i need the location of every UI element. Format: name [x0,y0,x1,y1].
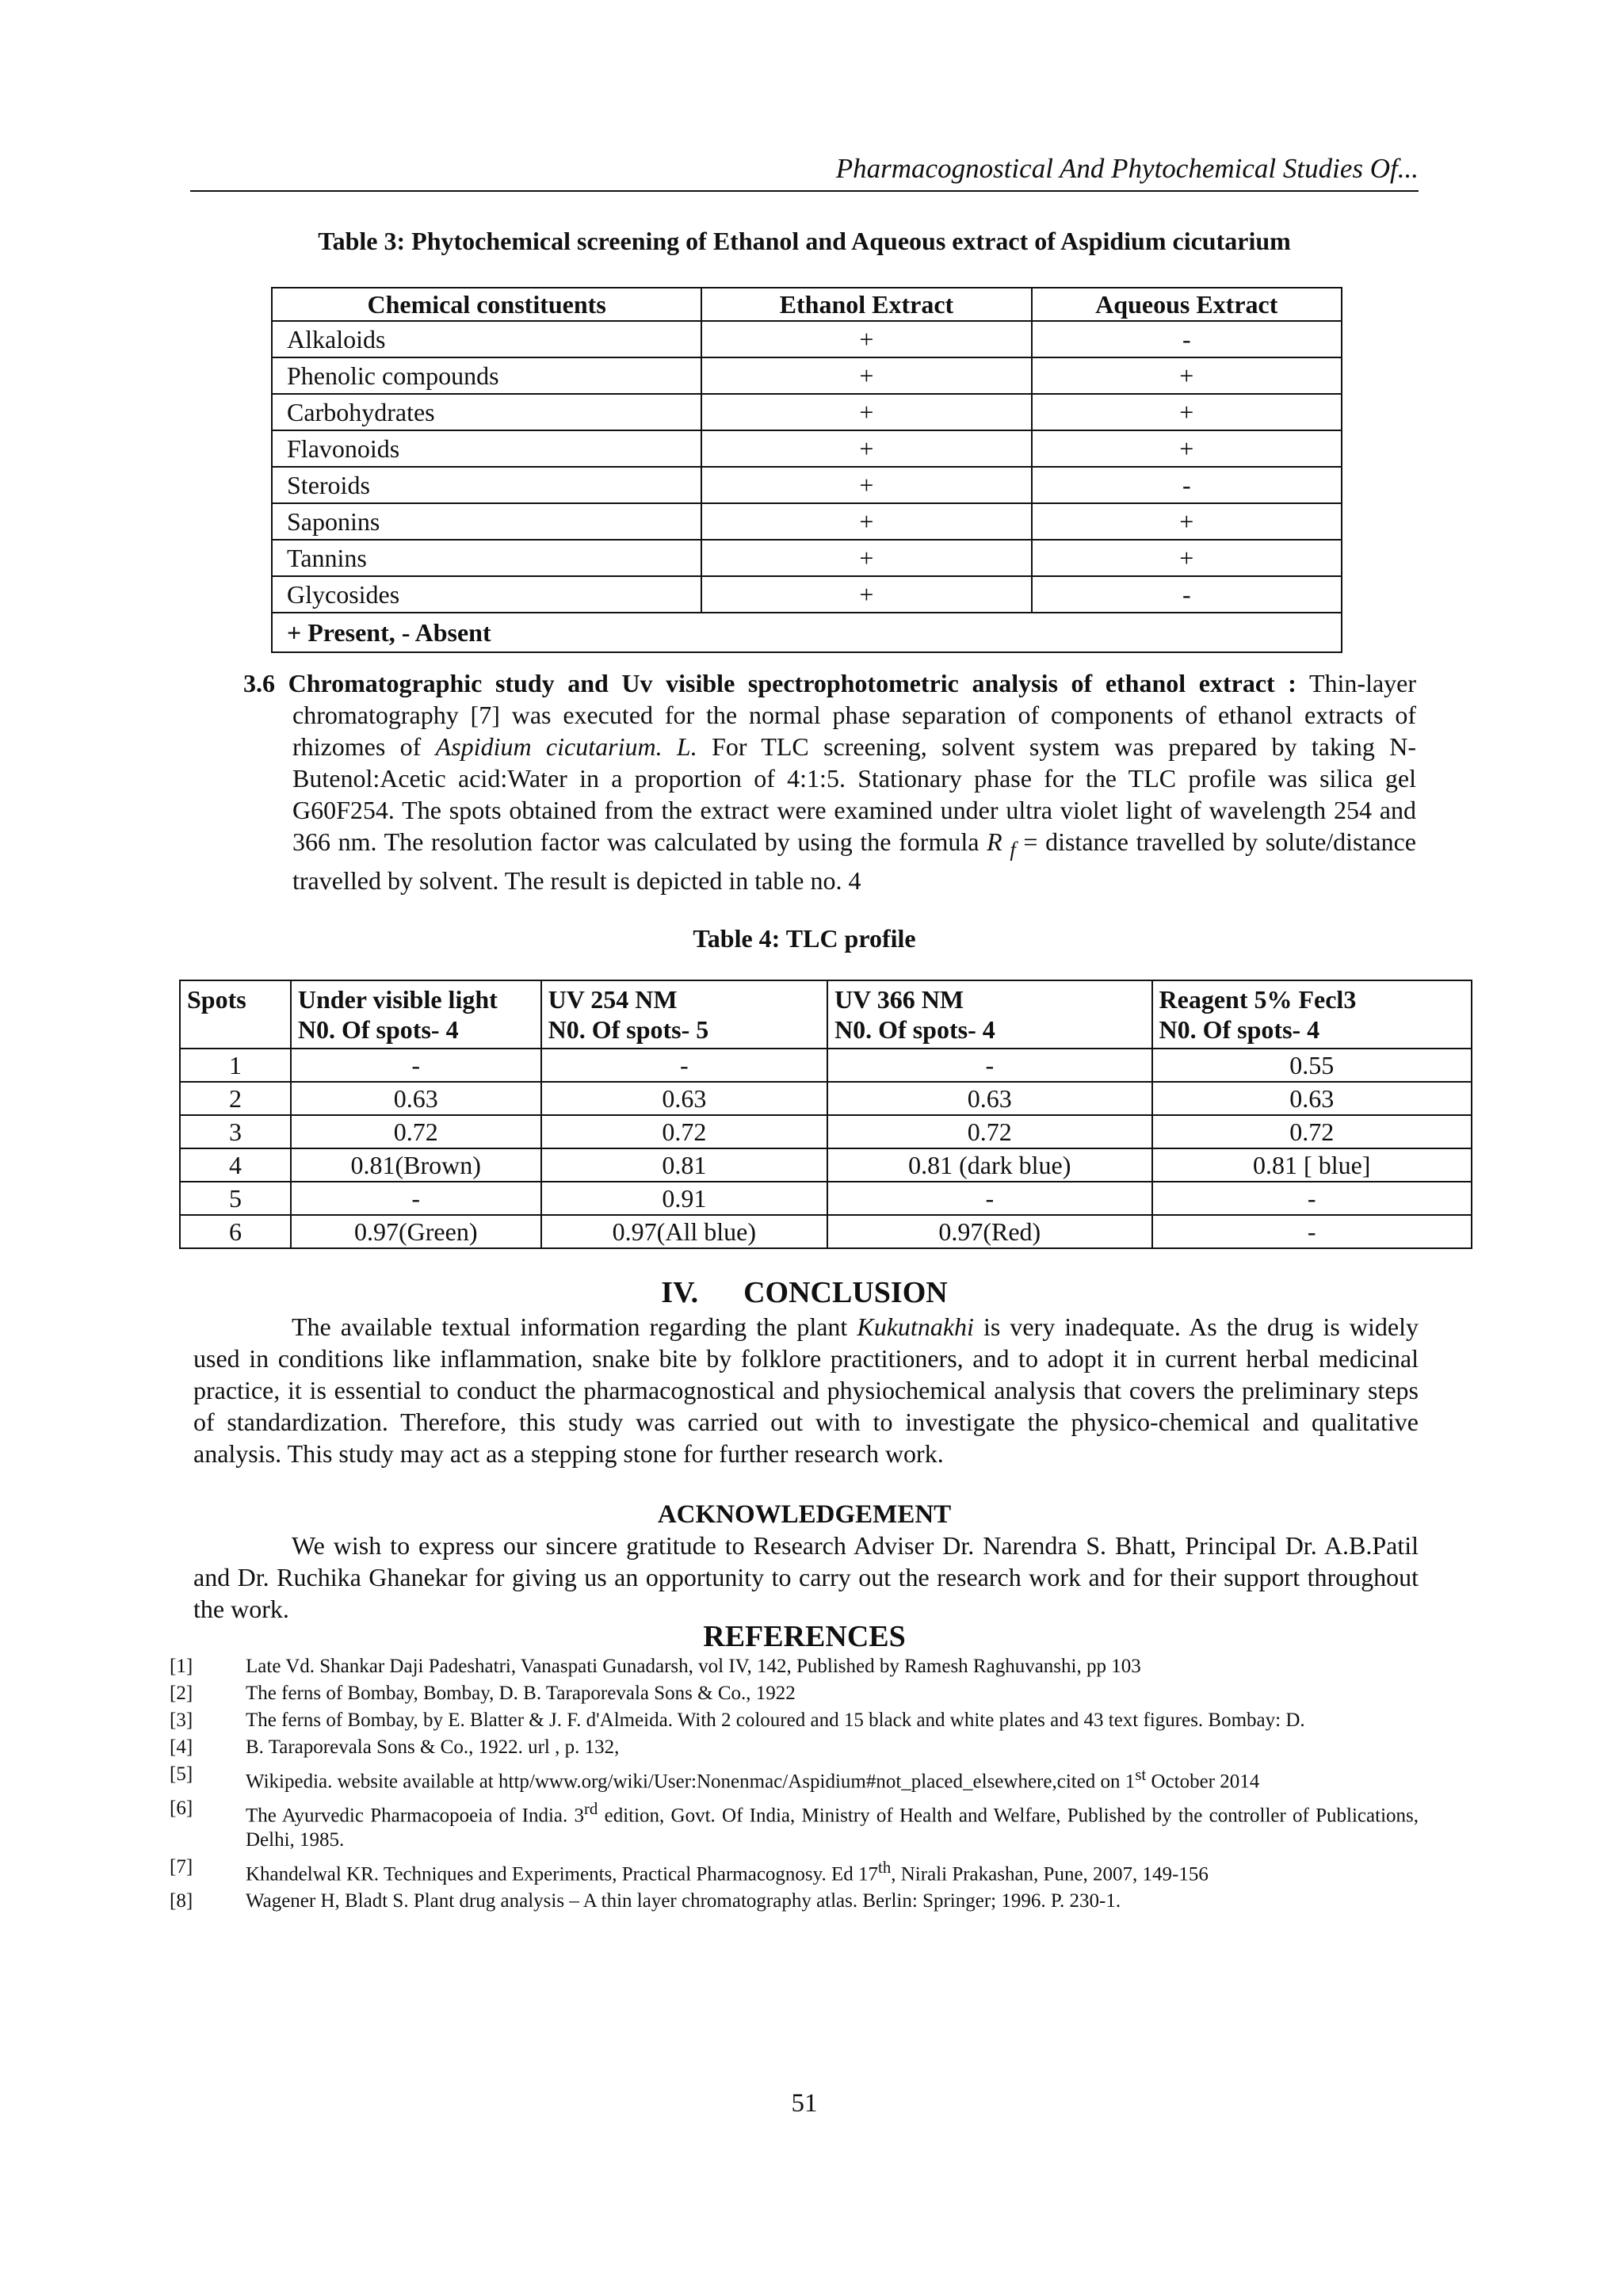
visible-light-cell: 0.81(Brown) [291,1148,541,1182]
ethanol-cell: + [701,576,1031,613]
spot-cell: 4 [180,1148,291,1182]
spot-cell: 6 [180,1215,291,1248]
reference-number: [6] [170,1797,193,1820]
aqueous-cell: + [1032,540,1342,576]
reference-text: Late Vd. Shankar Daji Padeshatri, Vanaspati Gunadarsh, vol IV, 142, Published by Ramesh Raghuvanshi, pp 103 [246,1656,1141,1677]
column-header: UV 254 NM N0. Of spots- 5 [541,980,827,1049]
table-row [272,430,1342,467]
uv254-cell: 0.91 [541,1182,827,1215]
reagent-cell: - [1152,1182,1472,1215]
phytochemical-table [271,287,1342,653]
table-row [180,1215,1472,1248]
table-row [272,394,1342,430]
uv366-cell: 0.97(Red) [827,1215,1151,1248]
ethanol-cell: + [701,503,1031,540]
reagent-cell: 0.81 [ blue] [1152,1148,1472,1182]
column-header: UV 366 NM N0. Of spots- 4 [827,980,1151,1049]
visible-light-cell: 0.97(Green) [291,1215,541,1248]
list-item [170,1889,1419,1913]
uv254-cell: - [541,1049,827,1082]
section-3-6 [243,667,1416,896]
reference-number: [2] [170,1683,193,1704]
uv366-cell: 0.72 [827,1115,1151,1148]
aqueous-cell: + [1032,430,1342,467]
ethanol-cell: + [701,321,1031,357]
aqueous-cell: + [1032,503,1342,540]
aqueous-cell: - [1032,576,1342,613]
table-header-row [272,288,1342,321]
acknowledgement-paragraph: We wish to express our sincere gratitude to Research Adviser Dr. Narendra S. Bhatt, Principal Dr. A.B.Patil and Dr. Ruchika Ghanekar for giving us an opportunity to carry out the research work and for their support throughout the work. [193,1531,1419,1623]
uv254-cell: 0.97(All blue) [541,1215,827,1248]
uv366-cell: 0.81 (dark blue) [827,1148,1151,1182]
reagent-cell: 0.63 [1152,1082,1472,1115]
table-row [272,503,1342,540]
reference-number: [1] [170,1656,193,1677]
reference-text: Wikipedia. website available at http/www.org/wiki/User:Nonenmac/Aspidium#not_placed_elsewhere,cited on 1st October 2014 [246,1765,1260,1793]
table-row [272,467,1342,503]
section-text: Thin-layer chromatography [7] was executed for the normal phase separation of components of ethanol extracts of rhizomes of [292,669,1417,761]
spot-cell: 2 [180,1082,291,1115]
column-header: Chemical constituents [272,288,701,321]
table3-caption: Table 3: Phytochemical screening of Ethanol and Aqueous extract of Aspidium cicutarium [318,227,1291,255]
column-header: Under visible light N0. Of spots- 4 [291,980,541,1049]
table4-caption: Table 4: TLC profile [693,924,916,953]
uv366-cell: - [827,1182,1151,1215]
uv366-cell: - [827,1049,1151,1082]
aqueous-cell: - [1032,321,1342,357]
reference-text: B. Taraporevala Sons & Co., 1922. url , p. 132, [246,1736,620,1758]
reference-number: [7] [170,1855,193,1878]
constituent-cell: Tannins [272,540,701,576]
reference-text: The Ayurvedic Pharmacopoeia of India. 3rd edition, Govt. Of India, Ministry of Health and Welfare, Published by the controller of Publications, Delhi, 1985. [246,1799,1419,1851]
tlc-profile-table [179,980,1472,1249]
reference-number: [5] [170,1763,193,1785]
ethanol-cell: + [701,357,1031,394]
list-item [170,1682,1419,1706]
constituent-cell: Glycosides [272,576,701,613]
reference-number: [4] [170,1736,193,1758]
table-row [180,1115,1472,1148]
species-name: Aspidium cicutarium. L. [435,732,697,761]
column-header: Ethanol Extract [701,288,1031,321]
uv254-cell: 0.81 [541,1148,827,1182]
running-title: Pharmacognostical And Phytochemical Studies Of... [835,153,1419,184]
formula-symbol: R [987,827,1002,856]
reagent-cell: - [1152,1215,1472,1248]
table-row [272,357,1342,394]
aqueous-cell: - [1032,467,1342,503]
list-item [170,1797,1419,1851]
column-header: Spots [180,980,291,1049]
references-title: REFERENCES [703,1620,906,1653]
list-item [170,1709,1419,1733]
visible-light-cell: - [291,1049,541,1082]
constituent-cell: Steroids [272,467,701,503]
acknowledgement-title: ACKNOWLEDGEMENT [657,1500,952,1529]
table-row [180,1049,1472,1082]
section-number: 3.6 [243,669,275,697]
column-header: Reagent 5% Fecl3 N0. Of spots- 4 [1152,980,1472,1049]
table-row [180,1148,1472,1182]
spot-cell: 1 [180,1049,291,1082]
constituent-cell: Flavonoids [272,430,701,467]
reagent-cell: 0.55 [1152,1049,1472,1082]
uv366-cell: 0.63 [827,1082,1151,1115]
spot-cell: 3 [180,1115,291,1148]
table-row [180,1182,1472,1215]
table-header-row [180,980,1472,1049]
reference-text: Wagener H, Bladt S. Plant drug analysis – A thin layer chromatography atlas. Berlin: Springer; 1996. P. 230-1. [246,1889,1121,1912]
visible-light-cell: - [291,1182,541,1215]
uv254-cell: 0.63 [541,1082,827,1115]
uv254-cell: 0.72 [541,1115,827,1148]
list-item [170,1736,1419,1759]
list-item [170,1763,1419,1794]
constituent-cell: Phenolic compounds [272,357,701,394]
references-list [170,1655,1419,1916]
reference-number: [3] [170,1710,193,1731]
formula-subscript: f [1010,837,1016,861]
ethanol-cell: + [701,467,1031,503]
spot-cell: 5 [180,1182,291,1215]
page-number: 51 [791,2089,818,2118]
list-item [170,1855,1419,1886]
conclusion-paragraph: The available textual information regarding the plant Kukutnakhi is very inadequate. As the drug is widely used in conditions like inflammation, snake bite by folklore practitioners, and to adopt it in current herbal medicinal practice, it is essential to conduct the pharmacognostical and physiochemical analysis that covers the preliminary steps of standardization. Therefore, this study was carried out with to investigate the physico-chemical and qualitative analysis. This study may act as a stepping stone for further research work. [193,1312,1419,1468]
ethanol-cell: + [701,394,1031,430]
table-footnote-row [272,613,1342,652]
constituent-cell: Saponins [272,503,701,540]
visible-light-cell: 0.63 [291,1082,541,1115]
reference-text: The ferns of Bombay, Bombay, D. B. Taraporevala Sons & Co., 1922 [246,1683,796,1704]
constituent-cell: Carbohydrates [272,394,701,430]
header-rule [190,190,1419,192]
section-text: For TLC screening, solvent system was prepared by taking N-Butenol:Acetic acid:Water in a proportion of 4:1:5. Stationary phase for the TLC profile was silica gel G60F254. The spots obtained from the extract were examined under ultra violet light of wavelength 254 and 366 nm. The resolution factor was calculated by using the formula [292,732,1416,856]
reference-number: [8] [170,1889,193,1912]
constituent-cell: Alkaloids [272,321,701,357]
aqueous-cell: + [1032,394,1342,430]
ethanol-cell: + [701,430,1031,467]
table-row [272,540,1342,576]
table3-footnote: + Present, - Absent [272,613,1342,652]
conclusion-title: IV. CONCLUSION [661,1276,948,1309]
table-row [272,576,1342,613]
aqueous-cell: + [1032,357,1342,394]
visible-light-cell: 0.72 [291,1115,541,1148]
table-row [180,1082,1472,1115]
reference-text: Khandelwal KR. Techniques and Experiments, Practical Pharmacognosy. Ed 17th, Nirali Prakashan, Pune, 2007, 149-156 [246,1857,1209,1885]
reagent-cell: 0.72 [1152,1115,1472,1148]
table-row [272,321,1342,357]
column-header: Aqueous Extract [1032,288,1342,321]
ethanol-cell: + [701,540,1031,576]
section-heading: Chromatographic study and Uv visible spectrophotometric analysis of ethanol extract : [288,669,1296,697]
section-text: = distance travelled by solute/distance travelled by solvent. The result is depicted in table no. 4 [292,827,1417,896]
reference-text: The ferns of Bombay, by E. Blatter & J. F. d'Almeida. With 2 coloured and 15 black and white plates and 43 text figures. Bombay: D. [246,1710,1305,1731]
plant-name: Kukutnakhi [857,1312,974,1341]
list-item [170,1655,1419,1679]
